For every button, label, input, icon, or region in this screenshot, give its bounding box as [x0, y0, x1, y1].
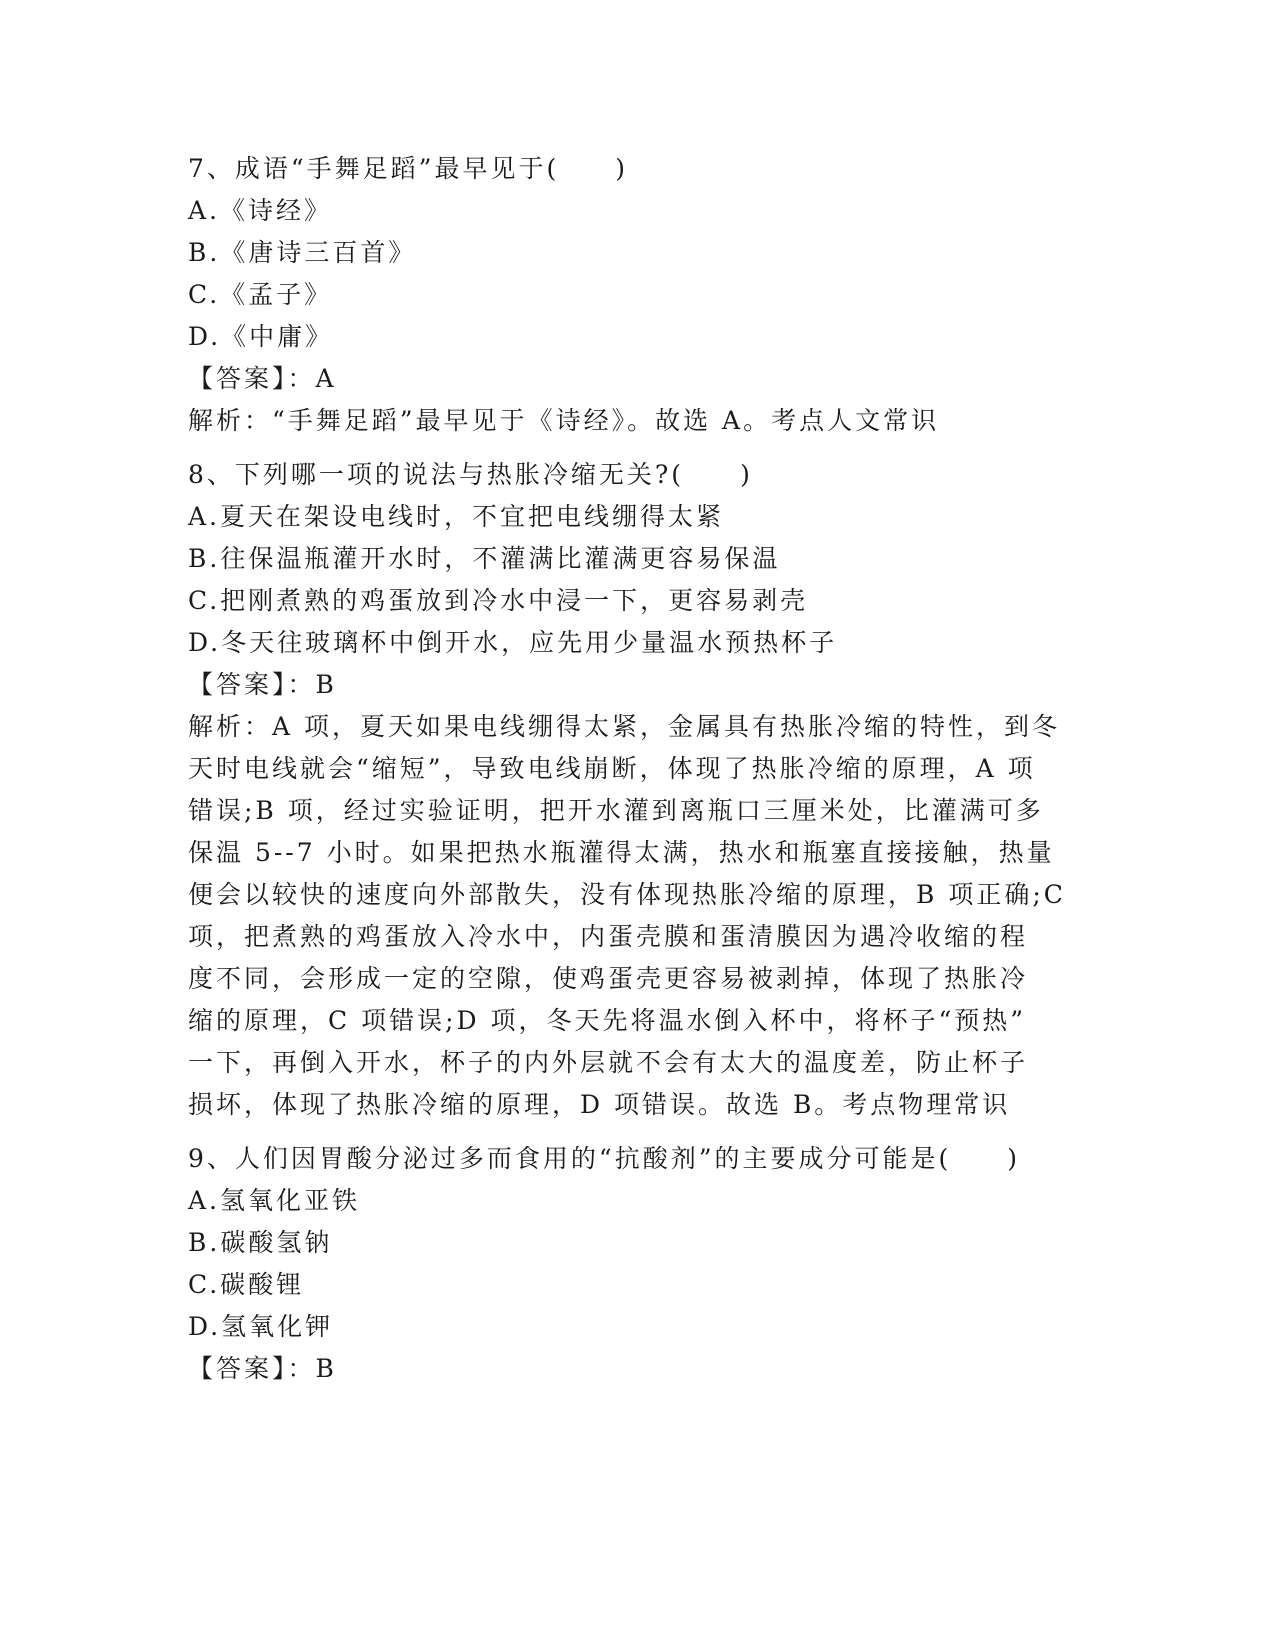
- option-c: C.把刚煮熟的鸡蛋放到冷水中浸一下，更容易剥壳: [188, 586, 809, 615]
- document-page: [188, 148, 1088, 1390]
- analysis-line: 错误;B 项，经过实验证明，把开水灌到离瓶口三厘米处，比灌满可多: [188, 796, 1044, 825]
- question-9: [188, 1138, 1088, 1390]
- answer-line: 【答案】：A: [188, 364, 337, 393]
- answer-line: 【答案】：B: [188, 1354, 337, 1383]
- option-a: A.夏天在架设电线时，不宜把电线绷得太紧: [188, 502, 725, 531]
- option-d: D.氢氧化钾: [188, 1312, 334, 1341]
- analysis-line: 保温 5--7 小时。如果把热水瓶灌得太满，热水和瓶塞直接接触，热量: [188, 838, 1055, 867]
- question-stem: 8、下列哪一项的说法与热胀冷缩无关?( ): [188, 460, 753, 489]
- analysis-line: 损坏，体现了热胀冷缩的原理，D 项错误。故选 B。考点物理常识: [188, 1090, 1011, 1119]
- analysis-text: [188, 706, 1088, 1126]
- analysis-line: 度不同，会形成一定的空隙，使鸡蛋壳更容易被剥掉，体现了热胀冷: [188, 964, 1029, 993]
- option-c: C.碳酸锂: [188, 1270, 305, 1299]
- option-d: D.《中庸》: [188, 322, 334, 351]
- question-stem: 9、人们因胃酸分泌过多而食用的“抗酸剂”的主要成分可能是( ): [188, 1144, 1020, 1173]
- analysis-line: 便会以较快的速度向外部散失，没有体现热胀冷缩的原理，B 项正确;C: [188, 880, 1066, 909]
- analysis-line: 天时电线就会“缩短”，导致电线崩断，体现了热胀冷缩的原理，A 项: [188, 754, 1036, 783]
- option-b: B.往保温瓶灌开水时，不灌满比灌满更容易保温: [188, 544, 781, 573]
- option-a: A.《诗经》: [188, 196, 333, 225]
- question-8: [188, 454, 1088, 1126]
- analysis-text: 解析：“手舞足蹈”最早见于《诗经》。故选 A。考点人文常识: [188, 406, 940, 435]
- option-a: A.氢氧化亚铁: [188, 1186, 361, 1215]
- option-c: C.《孟子》: [188, 280, 333, 309]
- analysis-line: 一下，再倒入开水，杯子的内外层就不会有太大的温度差，防止杯子: [188, 1048, 1029, 1077]
- analysis-line: 缩的原理，C 项错误;D 项，冬天先将温水倒入杯中，将杯子“预热”: [188, 1006, 1027, 1035]
- option-b: B.碳酸氢钠: [188, 1228, 333, 1257]
- analysis-line: 项，把煮熟的鸡蛋放入冷水中，内蛋壳膜和蛋清膜因为遇冷收缩的程: [188, 922, 1029, 951]
- analysis-line: 解析：A 项，夏天如果电线绷得太紧，金属具有热胀冷缩的特性，到冬: [188, 712, 1061, 741]
- question-7: [188, 148, 1088, 442]
- answer-line: 【答案】：B: [188, 670, 337, 699]
- question-stem: 7、成语“手舞足蹈”最早见于( ): [188, 154, 628, 183]
- option-d: D.冬天往玻璃杯中倒开水，应先用少量温水预热杯子: [188, 628, 838, 657]
- option-b: B.《唐诗三百首》: [188, 238, 417, 267]
